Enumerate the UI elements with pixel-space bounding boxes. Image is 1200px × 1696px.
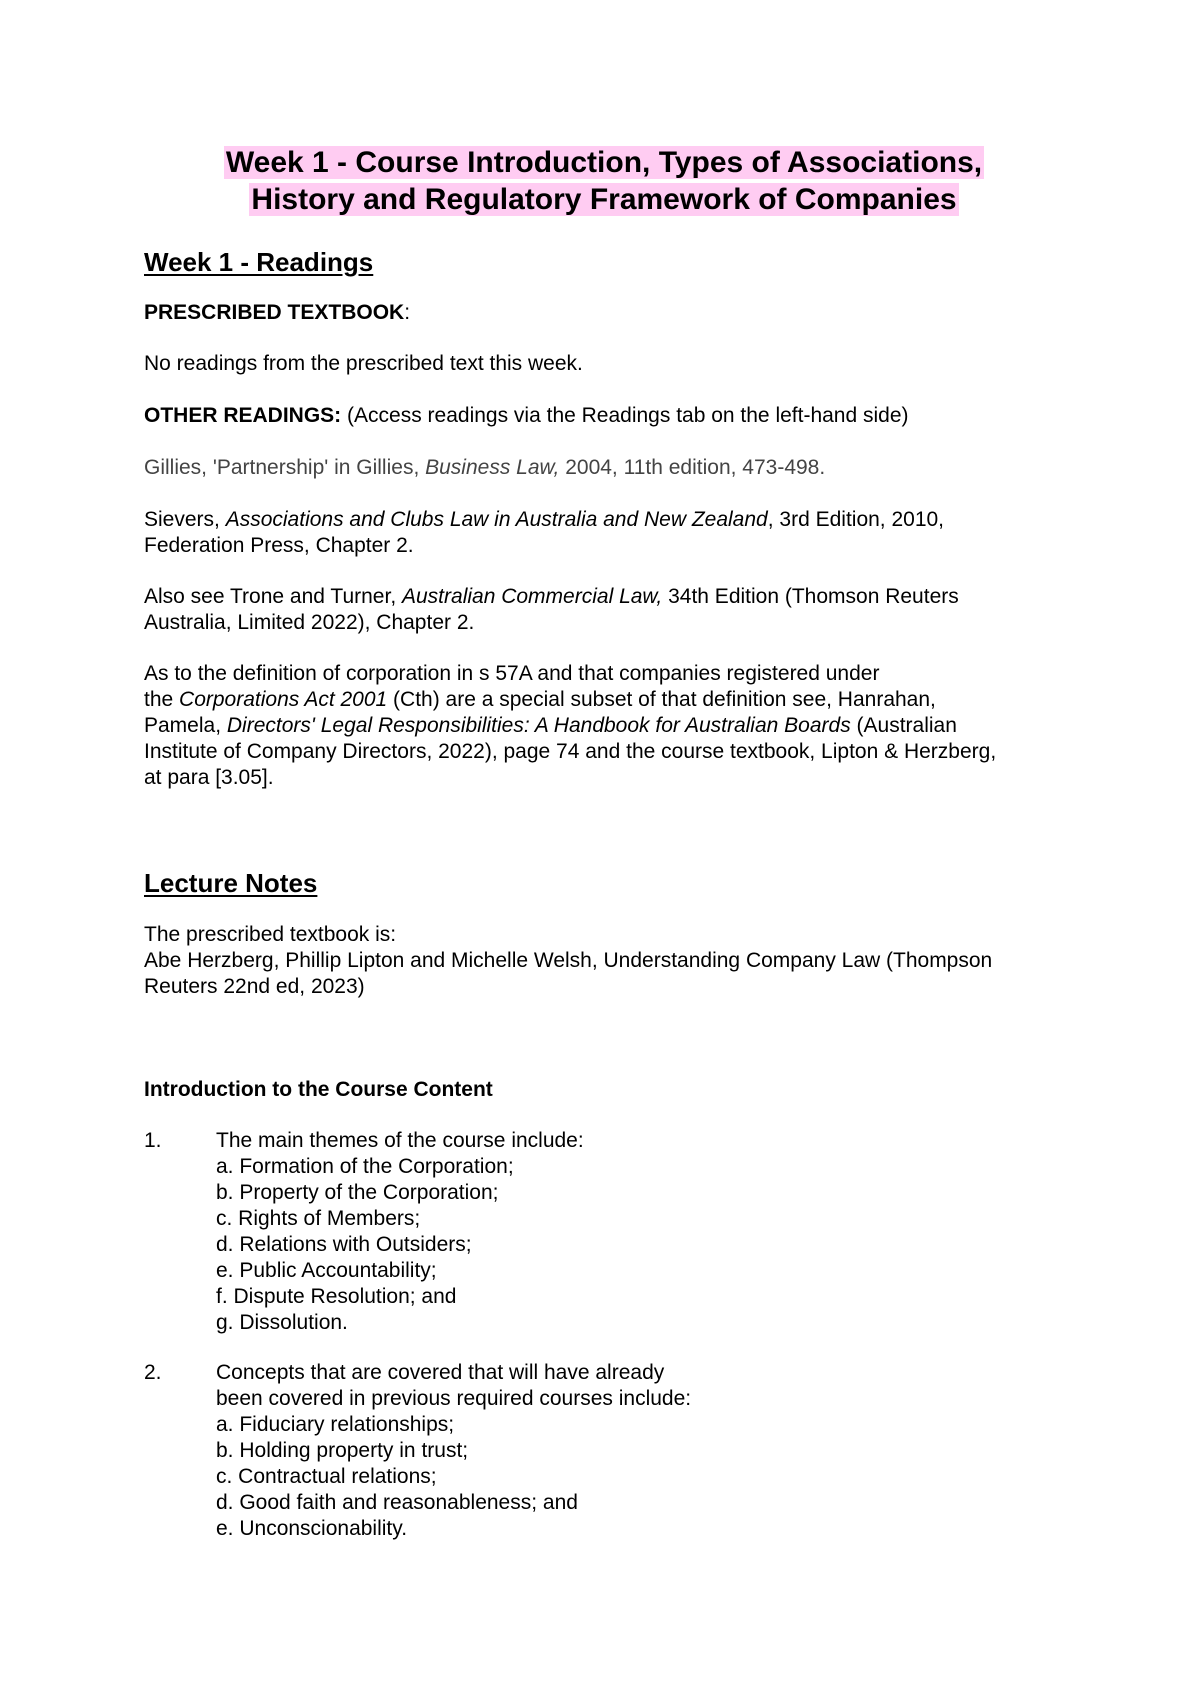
list-subitem: d. Good faith and reasonableness; and bbox=[216, 1491, 578, 1514]
list-subitem: f. Dispute Resolution; and bbox=[216, 1285, 457, 1308]
list-subitem: a. Fiduciary relationships; bbox=[216, 1413, 455, 1436]
prescribed-textbook-label: PRESCRIBED TEXTBOOK: bbox=[144, 301, 411, 324]
list-subitem: d. Relations with Outsiders; bbox=[216, 1233, 472, 1256]
intro-course-content-heading: Introduction to the Course Content bbox=[144, 1078, 493, 1101]
list-subitem: a. Formation of the Corporation; bbox=[216, 1155, 514, 1178]
list-subitem: b. Holding property in trust; bbox=[216, 1439, 469, 1462]
list-item-2-lead: Concepts that are covered that will have already bbox=[216, 1361, 665, 1384]
list-item-1-number: 1. bbox=[144, 1129, 162, 1152]
list-subitem: b. Property of the Corporation; bbox=[216, 1181, 499, 1204]
list-item-1 bbox=[216, 1128, 1056, 1336]
prescribed-textbook-info: The prescribed textbook is: Abe Herzberg, Phillip Lipton and Michelle Welsh, Understanding Company Law (Thompson Reuters 22nd ed, 2023) bbox=[144, 923, 993, 998]
list-subitem: c. Rights of Members; bbox=[216, 1207, 421, 1230]
list-item-2 bbox=[216, 1360, 1056, 1542]
title-line-2: History and Regulatory Framework of Companies bbox=[251, 183, 957, 216]
lecture-notes-heading: Lecture Notes bbox=[144, 868, 318, 898]
list-subitem: g. Dissolution. bbox=[216, 1311, 348, 1334]
list-subitem: e. Unconscionability. bbox=[216, 1517, 408, 1540]
list-subitem: c. Contractual relations; bbox=[216, 1465, 437, 1488]
list-item-2-number: 2. bbox=[144, 1361, 162, 1384]
reading-definition-note: As to the definition of corporation in s 57A and that companies registered under the Corporations Act 2001 (Cth) are a special subset of that definition see, Hanrahan, Pamela, Directors' Legal Responsibilities: A Handbook for Australian Boards (Australian Institute of Company Directors, 2022), page 74 and the course textbook, Lipton & Herzberg, at para [3.05]. bbox=[144, 662, 997, 789]
list-item-2-lead: been covered in previous required courses include: bbox=[216, 1387, 692, 1410]
page-title bbox=[144, 144, 1064, 218]
no-readings-text: No readings from the prescribed text this week. bbox=[144, 352, 583, 375]
reading-trone-turner: Also see Trone and Turner, Australian Commercial Law, 34th Edition (Thomson Reuters Australia, Limited 2022), Chapter 2. bbox=[144, 585, 959, 634]
other-readings-line: OTHER READINGS: (Access readings via the Readings tab on the left-hand side) bbox=[144, 404, 909, 427]
title-line-1: Week 1 - Course Introduction, Types of Associations, bbox=[225, 146, 983, 179]
reading-sievers: Sievers, Associations and Clubs Law in Australia and New Zealand, 3rd Edition, 2010, Federation Press, Chapter 2. bbox=[144, 508, 945, 557]
list-subitem: e. Public Accountability; bbox=[216, 1259, 437, 1282]
reading-gillies: Gillies, 'Partnership' in Gillies, Business Law, 2004, 11th edition, 473-498. bbox=[144, 456, 826, 479]
list-item-1-lead: The main themes of the course include: bbox=[216, 1129, 584, 1152]
readings-heading: Week 1 - Readings bbox=[144, 247, 374, 277]
